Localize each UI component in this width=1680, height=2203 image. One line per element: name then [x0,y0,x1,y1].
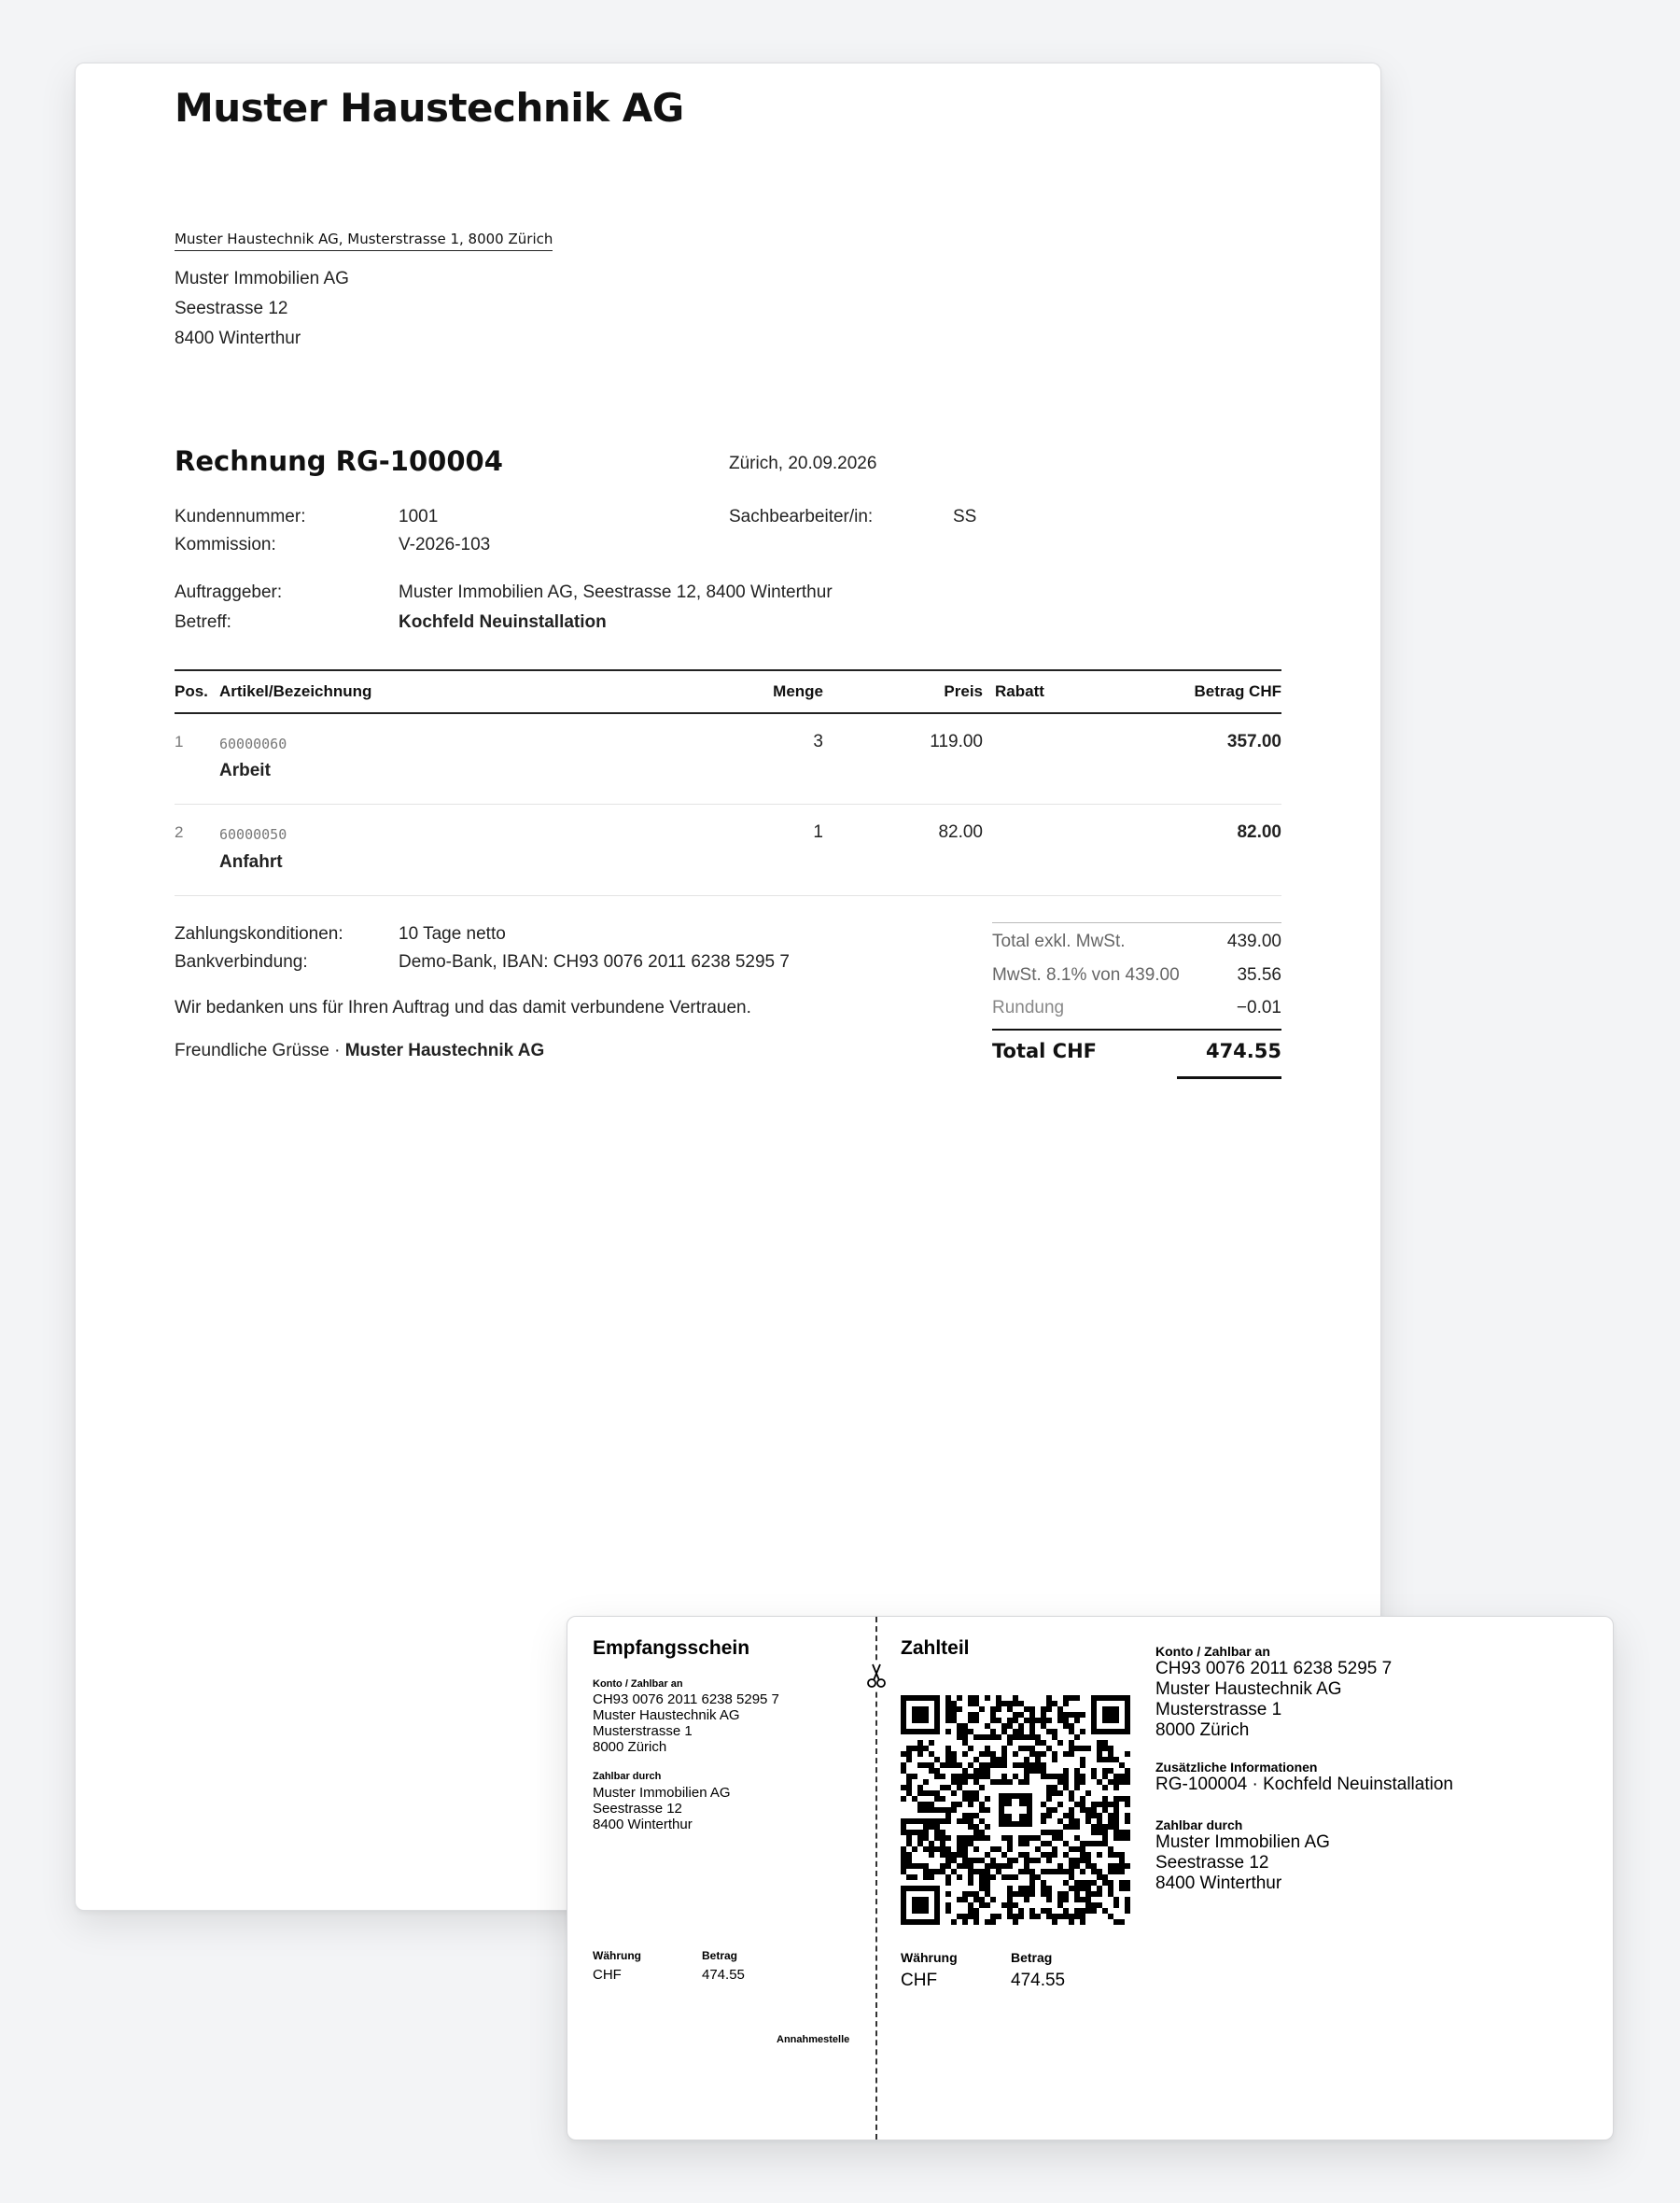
row-amount: 82.00 [1237,822,1281,842]
payment-payable-by-label: Zahlbar durch [1155,1817,1243,1832]
additional-info-label: Zusätzliche Informationen [1155,1760,1318,1775]
commission-label: Kommission: [175,535,276,554]
row-pos: 1 [175,733,184,751]
row-qty: 3 [813,732,823,751]
receipt-account-line: CH93 0076 2011 6238 5295 7 [593,1691,779,1707]
customer-no-label: Kundennummer: [175,507,306,526]
row-pos: 2 [175,823,184,841]
rounding-label: Rundung [992,998,1065,1017]
payment-account-label: Konto / Zahlbar an [1155,1644,1270,1659]
qr-code [901,1695,1130,1925]
payment-amount-label: Betrag [1011,1950,1053,1965]
receipt-payable-by-label: Zahlbar durch [593,1771,662,1782]
receipt-payable-line: Muster Immobilien AG [593,1785,731,1801]
qr-code-graphic [901,1695,1130,1925]
recipient-line-1: Muster Immobilien AG [175,269,349,288]
commission: V-2026-103 [399,535,491,554]
receipt-currency-label: Währung [593,1949,641,1962]
row-name: Anfahrt [219,852,283,872]
company-name: Muster Haustechnik AG [175,85,684,131]
receipt-title: Empfangsschein [593,1637,750,1659]
subject: Kochfeld Neuinstallation [399,612,607,632]
payment-account-line: Musterstrasse 1 [1155,1700,1282,1719]
row-code: 60000050 [219,826,287,843]
clerk-label: Sachbearbeiter/in: [729,507,874,526]
payment-account-line: Muster Haustechnik AG [1155,1679,1342,1699]
payment-account-line: 8000 Zürich [1155,1720,1250,1740]
total-rule [992,1029,1281,1031]
greeting [175,1041,544,1061]
perforation-line [875,1617,877,2140]
receipt-amount: 474.55 [702,1967,745,1983]
payment-part-title: Zahlteil [901,1637,970,1659]
greeting-prefix: Freundliche Grüsse · [175,1041,341,1060]
invoice-title: Rechnung RG-100004 [175,445,503,477]
receipt-account-line: Musterstrasse 1 [593,1723,693,1739]
subject-label: Betreff: [175,612,231,632]
rounding-amount: −0.01 [1236,998,1281,1017]
row-qty: 1 [813,822,823,842]
bank-label: Bankverbindung: [175,952,308,972]
th-price: Preis [944,682,983,700]
receipt-account-label: Konto / Zahlbar an [593,1678,683,1690]
row-code: 60000060 [219,736,287,752]
recipient-line-2: Seestrasse 12 [175,299,288,318]
payment-payable-line: Muster Immobilien AG [1155,1832,1330,1852]
receipt-payable-line: 8400 Winterthur [593,1817,693,1832]
th-article: Artikel/Bezeichnung [219,682,372,700]
receipt-currency: CHF [593,1967,622,1983]
additional-info: RG-100004 · Kochfeld Neuinstallation [1155,1775,1453,1794]
receipt-amount-label: Betrag [702,1949,738,1962]
thanks-text: Wir bedanken uns für Ihren Auftrag und das damit verbundene Vertrauen. [175,998,751,1017]
swiss-cross-icon [995,1789,1036,1831]
client: Muster Immobilien AG, Seestrasse 12, 8400 Winterthur [399,582,833,602]
table-top-rule [175,669,1281,671]
payment-currency: CHF [901,1971,938,1990]
vat-label: MwSt. 8.1% von 439.00 [992,965,1180,985]
receipt-account [593,1691,779,1755]
sender-line: Muster Haustechnik AG, Musterstrasse 1, 8000 Zürich [175,231,553,251]
table-header-rule [175,712,1281,714]
totals-top-rule [992,922,1281,923]
payment-account-line: CH93 0076 2011 6238 5295 7 [1155,1659,1393,1678]
greeting-company: Muster Haustechnik AG [344,1041,545,1060]
payment-terms-label: Zahlungskonditionen: [175,924,343,944]
client-label: Auftraggeber: [175,582,283,602]
clerk: SS [953,507,977,526]
row-divider [175,895,1281,896]
total-double-rule [1177,1076,1281,1079]
row-price: 82.00 [938,822,983,842]
payment-currency-label: Währung [901,1950,958,1965]
recipient-line-3: 8400 Winterthur [175,329,301,348]
row-name: Arbeit [219,761,271,780]
row-price: 119.00 [930,732,983,751]
qr-payment-slip [567,1616,1614,2140]
payment-payable-by [1155,1832,1330,1894]
receipt-payable-line: Seestrasse 12 [593,1801,682,1817]
th-pos: Pos. [175,682,208,700]
receipt-account-line: 8000 Zürich [593,1739,667,1755]
payment-account [1155,1659,1392,1741]
total-label: Total CHF [992,1040,1098,1062]
net-label: Total exkl. MwSt. [992,932,1126,951]
payment-terms: 10 Tage netto [399,924,506,944]
scissors-icon [866,1662,887,1690]
net-amount: 439.00 [1226,932,1281,951]
payment-amount: 474.55 [1011,1971,1066,1990]
th-discount: Rabatt [995,682,1044,700]
total-amount: 474.55 [1205,1040,1281,1062]
payment-payable-line: Seestrasse 12 [1155,1853,1269,1873]
row-amount: 357.00 [1226,732,1281,751]
th-amount: Betrag CHF [1194,682,1281,700]
receipt-account-line: Muster Haustechnik AG [593,1707,740,1723]
payment-payable-line: 8400 Winterthur [1155,1873,1282,1893]
th-qty: Menge [773,682,823,700]
vat-amount: 35.56 [1237,965,1281,985]
receipt-payable-by [593,1785,731,1832]
customer-no: 1001 [399,507,439,526]
acceptance-point: Annahmestelle [777,2034,850,2045]
bank: Demo-Bank, IBAN: CH93 0076 2011 6238 5295 7 [399,952,790,972]
row-divider [175,804,1281,805]
place-date: Zürich, 20.09.2026 [729,454,877,473]
